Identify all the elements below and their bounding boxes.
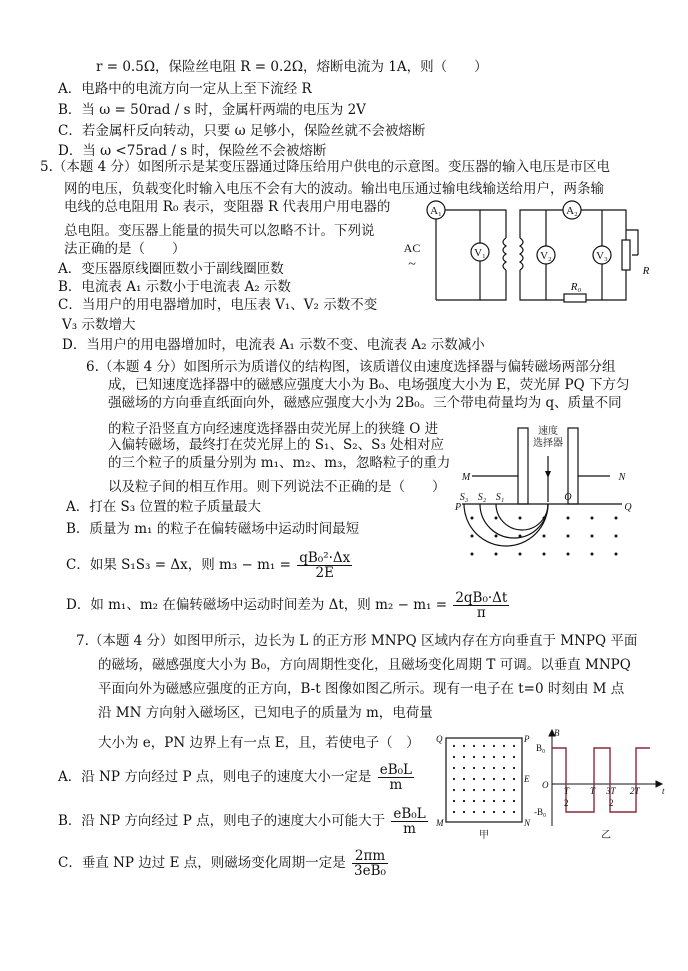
q5-stem-2: 网的电压，负载变化时输入电压不会有大的波动。输出电压通过输电线输送给用户，两条输 xyxy=(64,181,604,197)
ac-source-label: AC xyxy=(403,241,421,255)
q6-d-denominator: π xyxy=(476,605,486,621)
q5-stem-5: 法正确的是（ ） xyxy=(64,241,186,257)
voltmeter-v1-label: V₁ xyxy=(474,247,486,259)
corner-p-label: P xyxy=(524,734,530,744)
q4-option-c: C．若金属杆反向转动，只要 ω 足够小，保险丝就不会被熔断 xyxy=(58,123,426,139)
resistor-r0-label: R₀ xyxy=(570,281,582,293)
tick-neg-b0-label: -B₀ xyxy=(534,807,547,817)
tick-3t-half-num: 3T xyxy=(606,786,616,796)
q6-c-denominator: 2E xyxy=(315,565,334,581)
q6-option-d-text: D．如 m₁、m₂ 在偏转磁场中运动时间差为 Δt，则 m₂ − m₁ = xyxy=(66,597,448,613)
q7-c-denominator: 3eB₀ xyxy=(354,863,386,879)
axis-t-label: t xyxy=(662,786,665,796)
q6-option-a: A．打在 S₃ 位置的粒子质量最大 xyxy=(66,499,261,515)
q6-stem-3: 强磁场的方向垂直纸面向外，磁感应强度大小为 2B₀。三个带电荷量均为 q、质量不同 xyxy=(108,395,622,411)
corner-q-label: Q xyxy=(436,734,443,744)
q4-option-b: B．当 ω = 50rad / s 时，金属杆两端的电压为 2V xyxy=(58,102,366,118)
q7-stem-4: 沿 MN 方向射入磁场区，已知电子的质量为 m，电荷量 xyxy=(98,705,433,721)
q5-stem-3: 电线的总电阻用 R₀ 表示，变阻器 R 代表用户用电器的 xyxy=(64,199,391,215)
tick-t-label: T xyxy=(590,786,596,796)
tick-2t-label: 2T xyxy=(630,786,640,796)
plate-m-label: M xyxy=(461,472,471,483)
q5-option-c-cont: V₃ 示数增大 xyxy=(62,317,136,333)
ac-tilde: ~ xyxy=(408,257,416,272)
q7-b-numerator: eB₀L xyxy=(393,806,426,822)
q7-stem-5: 大小为 e，PN 边界上有一点 E，且，若使电子（ ） xyxy=(98,735,420,751)
q6-option-d xyxy=(66,590,511,620)
corner-m-label: M xyxy=(436,818,444,828)
q7-option-b-text: B．沿 NP 方向经过 P 点，则电子的速度大小可能大于 xyxy=(58,813,386,829)
q6-option-c-text: C．如果 S₁S₃ = Δx，则 m₃ − m₁ = xyxy=(66,557,291,573)
q5-circuit-diagram xyxy=(396,200,656,310)
q7-option-b xyxy=(58,804,430,838)
q5-option-b: B．电流表 A₁ 示数小于电流表 A₂ 示数 xyxy=(58,279,291,295)
tick-t-half-num: T xyxy=(564,786,570,796)
q7-a-denominator: m xyxy=(389,777,403,793)
point-s1-label: S₁ xyxy=(495,492,505,503)
rheostat-r-label: R xyxy=(642,265,650,277)
q4-option-d: D．当 ω <75rad / s 时，保险丝不会被熔断 xyxy=(58,143,327,159)
q7-stem-1: 7.（本题 4 分）如图甲所示，边长为 L 的正方形 MNPQ 区域内存在方向垂直于 MNPQ 平面 xyxy=(76,633,638,649)
origin-label: O xyxy=(542,780,549,790)
q6-stem-2: 成，已知速度选择器中的磁感应强度大小为 B₀、电场强度大小为 E，荧光屏 PQ 下方匀 xyxy=(108,377,630,393)
q6-stem-5: 入偏转磁场，最终打在荧光屏上的 S₁、S₂、S₃ 处相对应 xyxy=(108,437,445,453)
slit-o-label: O xyxy=(564,492,572,503)
q6-stem-1: 6.（本题 4 分）如图所示为质谱仪的结构图，该质谱仪由速度选择器与偏转磁场两部分组 xyxy=(86,359,616,375)
tick-t-half-den: 2 xyxy=(564,798,569,808)
q6-d-numerator: 2qB₀·Δt xyxy=(455,590,508,606)
q5-option-c: C．当用户的用电器增加时，电压表 V₁、V₂ 示数不变 xyxy=(58,297,378,313)
ammeter-a1-label: A₁ xyxy=(430,205,442,217)
q5-stem-1: 5.（本题 4 分）如图所示是某变压器通过降压给用户供电的示意图。变压器的输入电压是市区电 xyxy=(40,159,611,175)
point-s2-label: S₂ xyxy=(477,492,487,503)
figure-jia-caption: 甲 xyxy=(479,830,489,841)
q6-mass-spectrometer-diagram xyxy=(452,418,632,568)
q7-option-a-text: A．沿 NP 方向经过 P 点，则电子的速度大小一定是 xyxy=(58,769,372,785)
q5-stem-4: 总电阻。变压器上能量的损失可以忽略不计。下列说 xyxy=(64,223,375,239)
point-e-label: E xyxy=(524,774,530,784)
q7-a-numerator: eB₀L xyxy=(379,762,412,778)
q7-option-c xyxy=(58,846,390,880)
axis-b-label: B xyxy=(554,728,560,738)
voltmeter-v2-label: V₂ xyxy=(540,250,552,262)
voltmeter-v3-label: V₃ xyxy=(596,250,608,262)
ammeter-a2-label: A₂ xyxy=(566,205,578,217)
q7-b-denominator: m xyxy=(403,821,416,837)
q5-option-a: A．变压器原线圈匝数小于副线圈匝数 xyxy=(58,261,284,277)
corner-n-label: N xyxy=(524,818,531,828)
point-s3-label: S₃ xyxy=(459,492,469,503)
q4-option-a: A．电路中的电流方向一定从上至下流经 R xyxy=(58,81,312,97)
screen-q-label: Q xyxy=(624,502,632,513)
screen-p-label: P xyxy=(454,502,462,513)
figure-yi-caption: 乙 xyxy=(601,830,611,841)
tick-b0-label: B₀ xyxy=(536,743,546,753)
q6-stem-7: 以及粒子间的相互作用。则下列说法不正确的是（ ） xyxy=(108,479,446,495)
q5-option-d: D．当用户的用电器增加时，电流表 A₁ 示数不变、电流表 A₂ 示数减小 xyxy=(62,337,485,353)
plate-n-label: N xyxy=(618,472,626,483)
q6-c-numerator: qB₀²·Δx xyxy=(299,550,351,566)
q6-option-b: B．质量为 m₁ 的粒子在偏转磁场中运动时间最短 xyxy=(66,521,360,537)
q7-c-numerator: 2πm xyxy=(352,849,388,864)
q7-stem-3: 平面向外为磁感应强度的正方向，B-t 图像如图乙所示。现有一电子在 t=0 时刻由 M 点 xyxy=(98,681,625,697)
tick-3t-half-den: 2 xyxy=(609,798,614,808)
q4-stem-tail: r = 0.5Ω，保险丝电阻 R = 0.2Ω，熔断电流为 1A，则（ ） xyxy=(96,59,488,75)
q7-figure-yi-bt-graph xyxy=(532,726,672,842)
q7-option-c-text: C．垂直 NP 边过 E 点，则磁场变化周期一定是 xyxy=(58,855,346,871)
q7-figure-jia xyxy=(432,730,532,842)
selector-label-1: 速度 xyxy=(538,426,558,437)
q6-stem-4: 的粒子沿竖直方向经速度选择器由荧光屏上的狭缝 O 进 xyxy=(108,421,439,437)
q6-stem-6: 的三个粒子的质量分别为 m₁、m₂、m₃，忽略粒子的重力 xyxy=(108,455,451,471)
q7-option-a xyxy=(58,760,416,794)
q6-option-c xyxy=(66,550,354,580)
q7-stem-2: 的磁场，磁感强度大小为 B₀，方向周期性变化，且磁场变化周期 T 可调。以垂直 MNPQ xyxy=(98,657,631,673)
selector-label-2: 选择器 xyxy=(533,438,563,449)
